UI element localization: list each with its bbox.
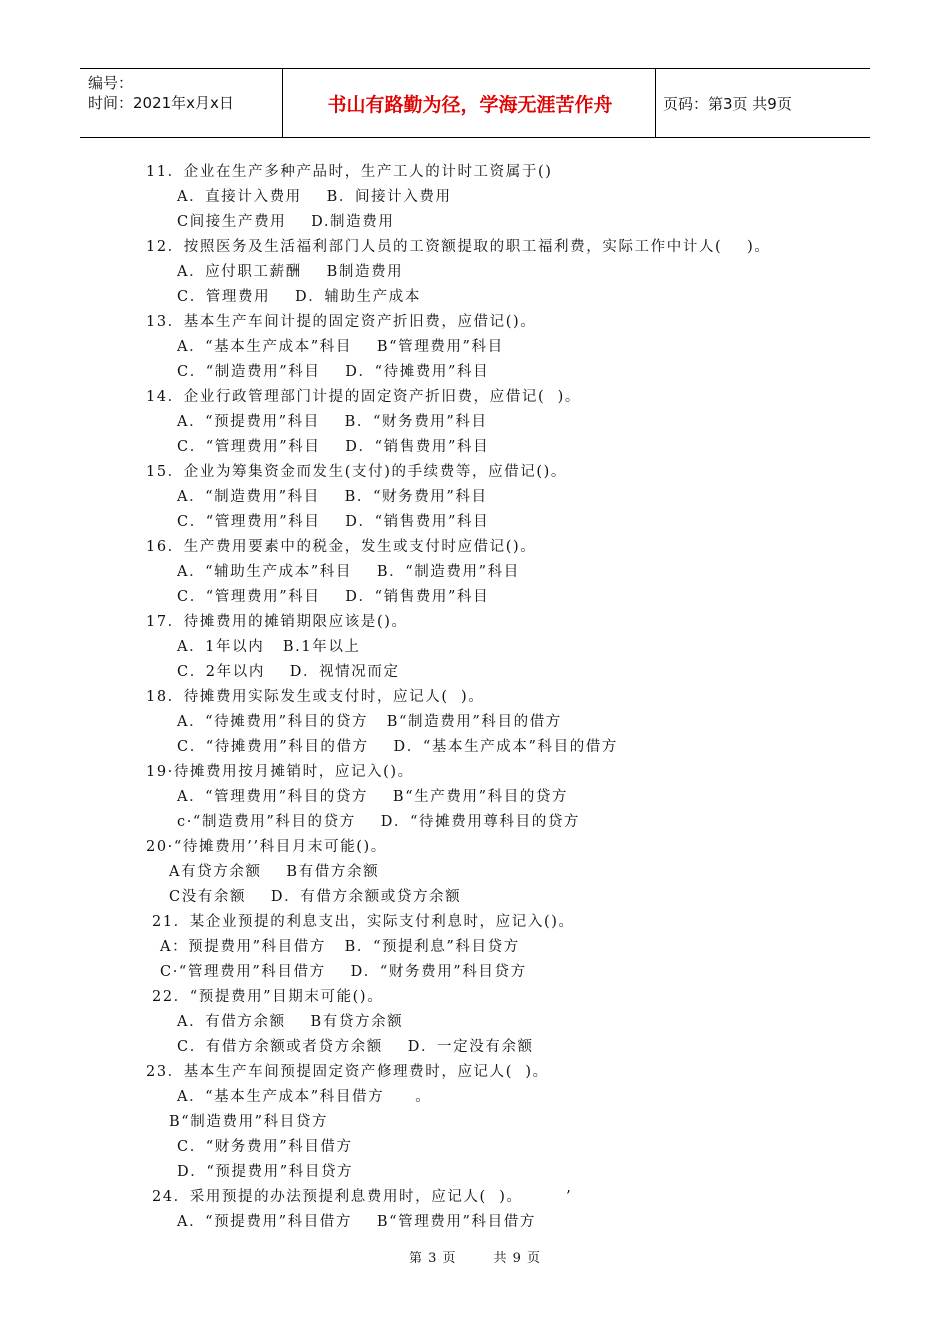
- question-line: 15．企业为筹集资金而发生(支付)的手续费等，应借记()。: [146, 464, 567, 480]
- footer-page-total: 共 9 页: [493, 1251, 542, 1266]
- option-line: c·“制造费用”科目的贷方 D．“待摊费用尊科目的贷方: [177, 814, 581, 830]
- option-line: C．2年以内 D．视情况而定: [177, 664, 400, 680]
- option-line: A．“辅助生产成本”科目 B．“制造费用”科目: [177, 564, 520, 580]
- page-header: [80, 68, 870, 138]
- page-footer: [0, 1247, 950, 1266]
- option-line: C．“待摊费用”科目的借方 D．“基本生产成本”科目的借方: [177, 739, 619, 755]
- option-line: C·“管理费用”科目借方 D．“财务费用”科目贷方: [160, 964, 527, 980]
- option-line: C．“管理费用”科目 D．“销售费用”科目: [177, 514, 490, 530]
- option-line: A：预提费用”科目借方 B．“预提利息”科目贷方: [160, 939, 520, 955]
- option-line: A．“管理费用”科目的贷方 B“生产费用”科目的贷方: [177, 789, 569, 805]
- question-line: 22．“预提费用”目期末可能()。: [152, 989, 384, 1005]
- question-line: 23．基本生产车间预提固定资产修理费时，应记人( )。: [146, 1064, 549, 1080]
- option-line: A．“预提费用”科目 B．“财务费用”科目: [177, 414, 488, 430]
- document-number-label: 编号：: [88, 74, 134, 92]
- header-motto: 书山有路勤为径，学海无涯苦作舟: [327, 93, 613, 116]
- option-line: A．1年以内 B.1年以上: [177, 639, 361, 655]
- option-line: A．“制造费用”科目 B．“财务费用”科目: [177, 489, 488, 505]
- header-page-label: 页码：第3页 共9页: [663, 94, 792, 113]
- question-line: 12．按照医务及生活福利部门人员的工资额提取的职工福利费，实际工作中计人( )。: [146, 239, 771, 255]
- question-line: 13．基本生产车间计提的固定资产折旧费，应借记()。: [146, 314, 537, 330]
- option-line: A．有借方余额 B有贷方余额: [177, 1014, 404, 1030]
- header-divider: [655, 69, 656, 137]
- option-line: C没有余额 D．有借方余额或贷方余额: [169, 889, 462, 905]
- document-time-label: 时间：2021年x月x日: [88, 94, 234, 112]
- footer-page-number: 第 3 页: [408, 1251, 457, 1266]
- option-line: C．“财务费用”科目借方: [177, 1139, 353, 1155]
- option-line: A．应付职工薪酬 B制造费用: [177, 264, 404, 280]
- option-line: D．“预提费用”科目贷方: [177, 1164, 354, 1180]
- option-line: C间接生产费用 D.制造费用: [177, 214, 395, 230]
- option-line: C．管理费用 D．辅助生产成本: [177, 289, 421, 305]
- header-info: [88, 73, 234, 113]
- option-line: C．“管理费用”科目 D．“销售费用”科目: [177, 439, 490, 455]
- option-line: C．有借方余额或者贷方余额 D．一定没有余额: [177, 1039, 534, 1055]
- question-line: 19·待摊费用按月摊销时，应记入()。: [146, 764, 414, 780]
- option-line: A有贷方余额 B有借方余额: [169, 864, 380, 880]
- option-line: C．“管理费用”科目 D．“销售费用”科目: [177, 589, 490, 605]
- option-line: A．“基本生产成本”科目 B“管理费用”科目: [177, 339, 504, 355]
- question-line: 17．待摊费用的摊销期限应该是()。: [146, 614, 408, 630]
- question-line: 14．企业行政管理部门计提的固定资产折旧费，应借记( )。: [146, 389, 581, 405]
- option-line: A．“待摊费用”科目的贷方 B“制造费用”科目的借方: [177, 714, 562, 730]
- question-line: 18．待摊费用实际发生或支付时，应记人( )。: [146, 689, 485, 705]
- option-line: B“制造费用”科目贷方: [169, 1114, 329, 1130]
- question-line: 24．采用预提的办法预提利息费用时，应记人( )。 ’: [152, 1189, 573, 1205]
- question-line: 11．企业在生产多种产品时，生产工人的计时工资属于(): [146, 164, 553, 180]
- option-line: A．“预提费用”科目借方 B“管理费用”科目借方: [177, 1214, 536, 1230]
- question-line: 16．生产费用要素中的税金，发生或支付时应借记()。: [146, 539, 537, 555]
- question-line: 21．某企业预提的利息支出，实际支付利息时，应记入()。: [152, 914, 575, 930]
- option-line: A．“基本生产成本”科目借方 。: [177, 1089, 432, 1105]
- option-line: C．“制造费用”科目 D．“待摊费用”科目: [177, 364, 490, 380]
- option-line: A．直接计入费用 B．间接计入费用: [177, 189, 452, 205]
- header-divider: [282, 69, 283, 137]
- question-line: 20·“待摊费用’’科目月末可能()。: [146, 839, 387, 855]
